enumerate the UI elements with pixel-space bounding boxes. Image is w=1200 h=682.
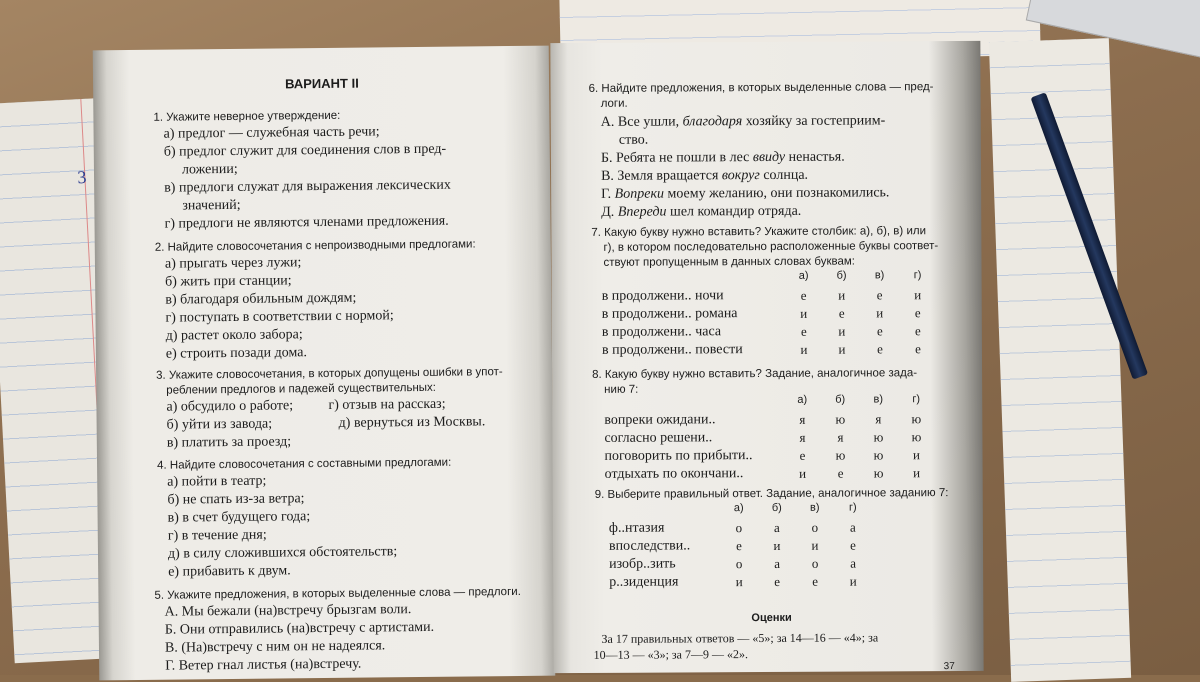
q3-option: д) вернуться из Москвы. bbox=[338, 414, 486, 431]
q6-text: В. Земля вращается bbox=[601, 168, 722, 184]
q9-cell: о bbox=[735, 520, 743, 536]
q2-line: е) строить позади дома. bbox=[165, 345, 308, 362]
q5-line: А. Мы бежали (на)встречу брызгам воли. bbox=[164, 602, 412, 620]
q7-cell: е bbox=[800, 287, 807, 303]
q9-row-word: р..зиденция bbox=[609, 574, 679, 590]
q9-cell: и bbox=[773, 537, 781, 553]
q2-prompt: 2. Найдите словосочетания с непроизводными предлогами: bbox=[154, 238, 476, 254]
q3-option: а) обсудило о работе; bbox=[166, 398, 294, 415]
grades-line: За 17 правильных ответов — «5»; за 14—16 — «4»; за bbox=[601, 630, 879, 646]
q9-cell: а bbox=[849, 519, 856, 535]
q8-cell: и bbox=[799, 465, 807, 481]
q8-cell: е bbox=[799, 447, 806, 463]
q8-cell: ю bbox=[911, 429, 922, 445]
q4-line: в) в счет будущего года; bbox=[167, 509, 311, 526]
q7-column-header: б) bbox=[836, 269, 847, 282]
q9-cell: и bbox=[811, 537, 819, 553]
q3-prompt: реблении предлогов и падежей существительных: bbox=[166, 381, 437, 397]
q6-text: Г. bbox=[601, 186, 615, 202]
grades-title: Оценки bbox=[751, 611, 792, 625]
q5-line: В. (На)встречу с ним он не надеялся. bbox=[164, 638, 386, 656]
q1-line: ложении; bbox=[181, 161, 238, 178]
page-number: 37 bbox=[943, 661, 955, 673]
grades-line: 10—13 — «3»; за 7—9 — «2». bbox=[593, 647, 748, 662]
q6-text: хозяйку за гостеприим- bbox=[742, 113, 886, 130]
q6-italic: Впереди bbox=[617, 204, 667, 220]
q8-column-header: а) bbox=[797, 393, 808, 406]
q9-cell: е bbox=[812, 573, 819, 589]
q9-row-word: изобр..зить bbox=[609, 556, 676, 572]
q6-prompt: 6. Найдите предложения, в которых выделенные слова — пред- bbox=[588, 81, 934, 95]
q9-column-header: в) bbox=[809, 501, 820, 514]
q1-line: г) предлоги не являются членами предложения. bbox=[164, 213, 449, 232]
q5-prompt: 5. Укажите предложения, в которых выделенные слова — предлоги. bbox=[154, 585, 521, 602]
q3-option: б) уйти из завода; bbox=[166, 416, 273, 433]
q8-cell: ю bbox=[873, 465, 884, 481]
q2-line: в) благодаря обильным дождям; bbox=[165, 290, 357, 308]
q9-row-word: впоследстви.. bbox=[608, 538, 691, 554]
q7-cell: е bbox=[876, 287, 883, 303]
q3-prompt: 3. Укажите словосочетания, в которых допущены ошибки в упот- bbox=[156, 366, 503, 382]
q7-cell: и bbox=[838, 287, 846, 303]
q7-row-word: в продолжени.. повести bbox=[601, 342, 743, 358]
q9-cell: о bbox=[811, 555, 819, 571]
q9-cell: а bbox=[773, 519, 780, 535]
q8-column-header: б) bbox=[835, 393, 846, 406]
q4-line: д) в силу сложившихся обстоятельств; bbox=[167, 544, 398, 562]
q2-line: б) жить при станции; bbox=[165, 273, 292, 290]
q6-text: Б. Ребята не пошли в лес bbox=[600, 150, 753, 166]
q8-row-word: поговорить по прибыти.. bbox=[604, 448, 753, 464]
q9-cell: о bbox=[735, 556, 743, 572]
left-page bbox=[93, 46, 556, 681]
q4-line: а) пойти в театр; bbox=[167, 473, 267, 490]
q6-text: моему желанию, они познакомились. bbox=[663, 185, 890, 202]
right-page bbox=[550, 41, 983, 673]
q7-cell: и bbox=[914, 287, 922, 303]
q8-cell: е bbox=[837, 465, 844, 481]
q8-row-word: вопреки ожидани.. bbox=[604, 412, 716, 428]
q7-column-header: в) bbox=[874, 269, 885, 282]
q6-italic: ввиду bbox=[752, 149, 786, 166]
q9-cell: а bbox=[850, 555, 857, 571]
q7-cell: и bbox=[838, 323, 846, 339]
q7-cell: и bbox=[800, 341, 808, 357]
q2-line: г) поступать в соответствии с нормой; bbox=[165, 308, 394, 326]
q7-column-header: а) bbox=[798, 269, 809, 282]
q2-line: д) растет около забора; bbox=[165, 327, 303, 344]
q3-option: г) отзыв на рассказ; bbox=[328, 396, 446, 413]
q9-cell: о bbox=[811, 519, 819, 535]
q1-line: б) предлог служит для соединения слов в пред- bbox=[163, 141, 447, 160]
q8-prompt: 8. Какую букву нужно вставить? Задание, аналогичное зада- bbox=[592, 367, 918, 381]
q7-prompt: ствуют пропущенным в данных словах буквам: bbox=[603, 255, 856, 269]
q6-line bbox=[601, 113, 886, 130]
q4-prompt: 4. Найдите словосочетания с составными предлогами: bbox=[157, 456, 452, 472]
q9-cell: а bbox=[774, 555, 781, 571]
q1-prompt: 1. Укажите неверное утверждение: bbox=[153, 109, 341, 124]
q5-line: Б. Они отправились (на)встречу с артистами. bbox=[164, 619, 435, 638]
q9-row-word: ф..нтазия bbox=[608, 520, 665, 536]
q9-cell: и bbox=[849, 573, 857, 589]
q8-cell: ю bbox=[873, 429, 884, 445]
q7-row-word: в продолжени.. романа bbox=[601, 306, 738, 322]
q7-cell: и bbox=[876, 305, 884, 321]
q6-text: шел командир отряда. bbox=[666, 203, 802, 220]
q8-column-header: в) bbox=[873, 393, 884, 406]
q6-text: Д. bbox=[601, 204, 618, 220]
q5-line: Г. Ветер гнал листья (на)встречу. bbox=[165, 656, 362, 674]
q1-line: в) предлоги служат для выражения лексических bbox=[164, 177, 451, 196]
q6-line bbox=[601, 168, 808, 185]
q6-line bbox=[601, 204, 801, 221]
q2-line: а) прыгать через лужи; bbox=[164, 255, 302, 272]
q8-cell: я bbox=[799, 429, 806, 445]
q6-text: А. Все ушли, bbox=[600, 114, 683, 130]
q9-column-header: г) bbox=[848, 501, 857, 514]
q8-cell: я bbox=[875, 411, 882, 427]
q7-cell: е bbox=[838, 305, 845, 321]
q8-cell: ю bbox=[873, 447, 884, 463]
q7-cell: е bbox=[876, 323, 883, 339]
q3-option: в) платить за проезд; bbox=[166, 434, 292, 451]
q9-prompt: 9. Выберите правильный ответ. Задание, аналогичное заданию 7: bbox=[594, 487, 949, 501]
q6-line: ство. bbox=[618, 132, 649, 148]
variant-title: ВАРИАНТ II bbox=[284, 75, 359, 92]
q6-prompt: логи. bbox=[600, 97, 628, 110]
q4-line: б) не спать из-за ветра; bbox=[167, 491, 305, 508]
q7-cell: и bbox=[838, 341, 846, 357]
q8-row-word: отдыхать по окончани.. bbox=[604, 466, 744, 482]
q9-column-header: а) bbox=[733, 502, 744, 515]
q7-cell: е bbox=[877, 341, 883, 357]
q9-cell: е bbox=[850, 537, 856, 553]
q9-cell: е bbox=[736, 538, 742, 554]
q6-line bbox=[601, 185, 889, 203]
q9-cell: и bbox=[735, 574, 743, 590]
q8-column-header: г) bbox=[912, 393, 921, 406]
q6-italic: Вопреки bbox=[614, 186, 665, 202]
q7-cell: е bbox=[915, 341, 921, 357]
q6-italic: благодаря bbox=[682, 114, 743, 130]
q8-cell: и bbox=[912, 447, 921, 463]
q7-prompt: 7. Какую букву нужно вставить? Укажите столбик: а), б), в) или bbox=[591, 225, 927, 239]
q7-cell: е bbox=[800, 323, 807, 339]
q7-prompt: г), в котором последовательно расположенные буквы соответ- bbox=[603, 240, 939, 254]
q8-cell: ю bbox=[835, 447, 846, 463]
q8-prompt: нию 7: bbox=[604, 383, 639, 396]
q4-line: е) прибавить к двум. bbox=[168, 563, 291, 580]
q6-text: солнца. bbox=[759, 167, 809, 184]
q7-cell: е bbox=[914, 323, 921, 339]
q8-cell: я bbox=[799, 411, 806, 427]
q7-row-word: в продолжени.. часа bbox=[601, 324, 722, 340]
q1-line: а) предлог — служебная часть речи; bbox=[163, 124, 380, 142]
q8-row-word: согласно решени.. bbox=[604, 430, 713, 446]
q6-italic: вокруг bbox=[721, 168, 760, 184]
q7-column-header: г) bbox=[913, 269, 922, 282]
q6-line bbox=[601, 150, 845, 167]
q9-cell: е bbox=[774, 573, 781, 589]
q7-row-word: в продолжени.. ночи bbox=[601, 288, 724, 304]
q8-cell: и bbox=[913, 465, 921, 481]
q7-cell: и bbox=[800, 305, 808, 321]
q9-column-header: б) bbox=[771, 501, 782, 514]
q8-cell: ю bbox=[911, 411, 922, 427]
q4-line: г) в течение дня; bbox=[167, 527, 267, 544]
q8-cell: ю bbox=[835, 411, 846, 427]
q6-text: ненастья. bbox=[785, 149, 845, 165]
q7-cell: е bbox=[914, 305, 921, 321]
q1-line: значений; bbox=[182, 197, 241, 214]
notebook-mark: 3 bbox=[76, 166, 87, 188]
q8-cell: я bbox=[837, 429, 844, 445]
